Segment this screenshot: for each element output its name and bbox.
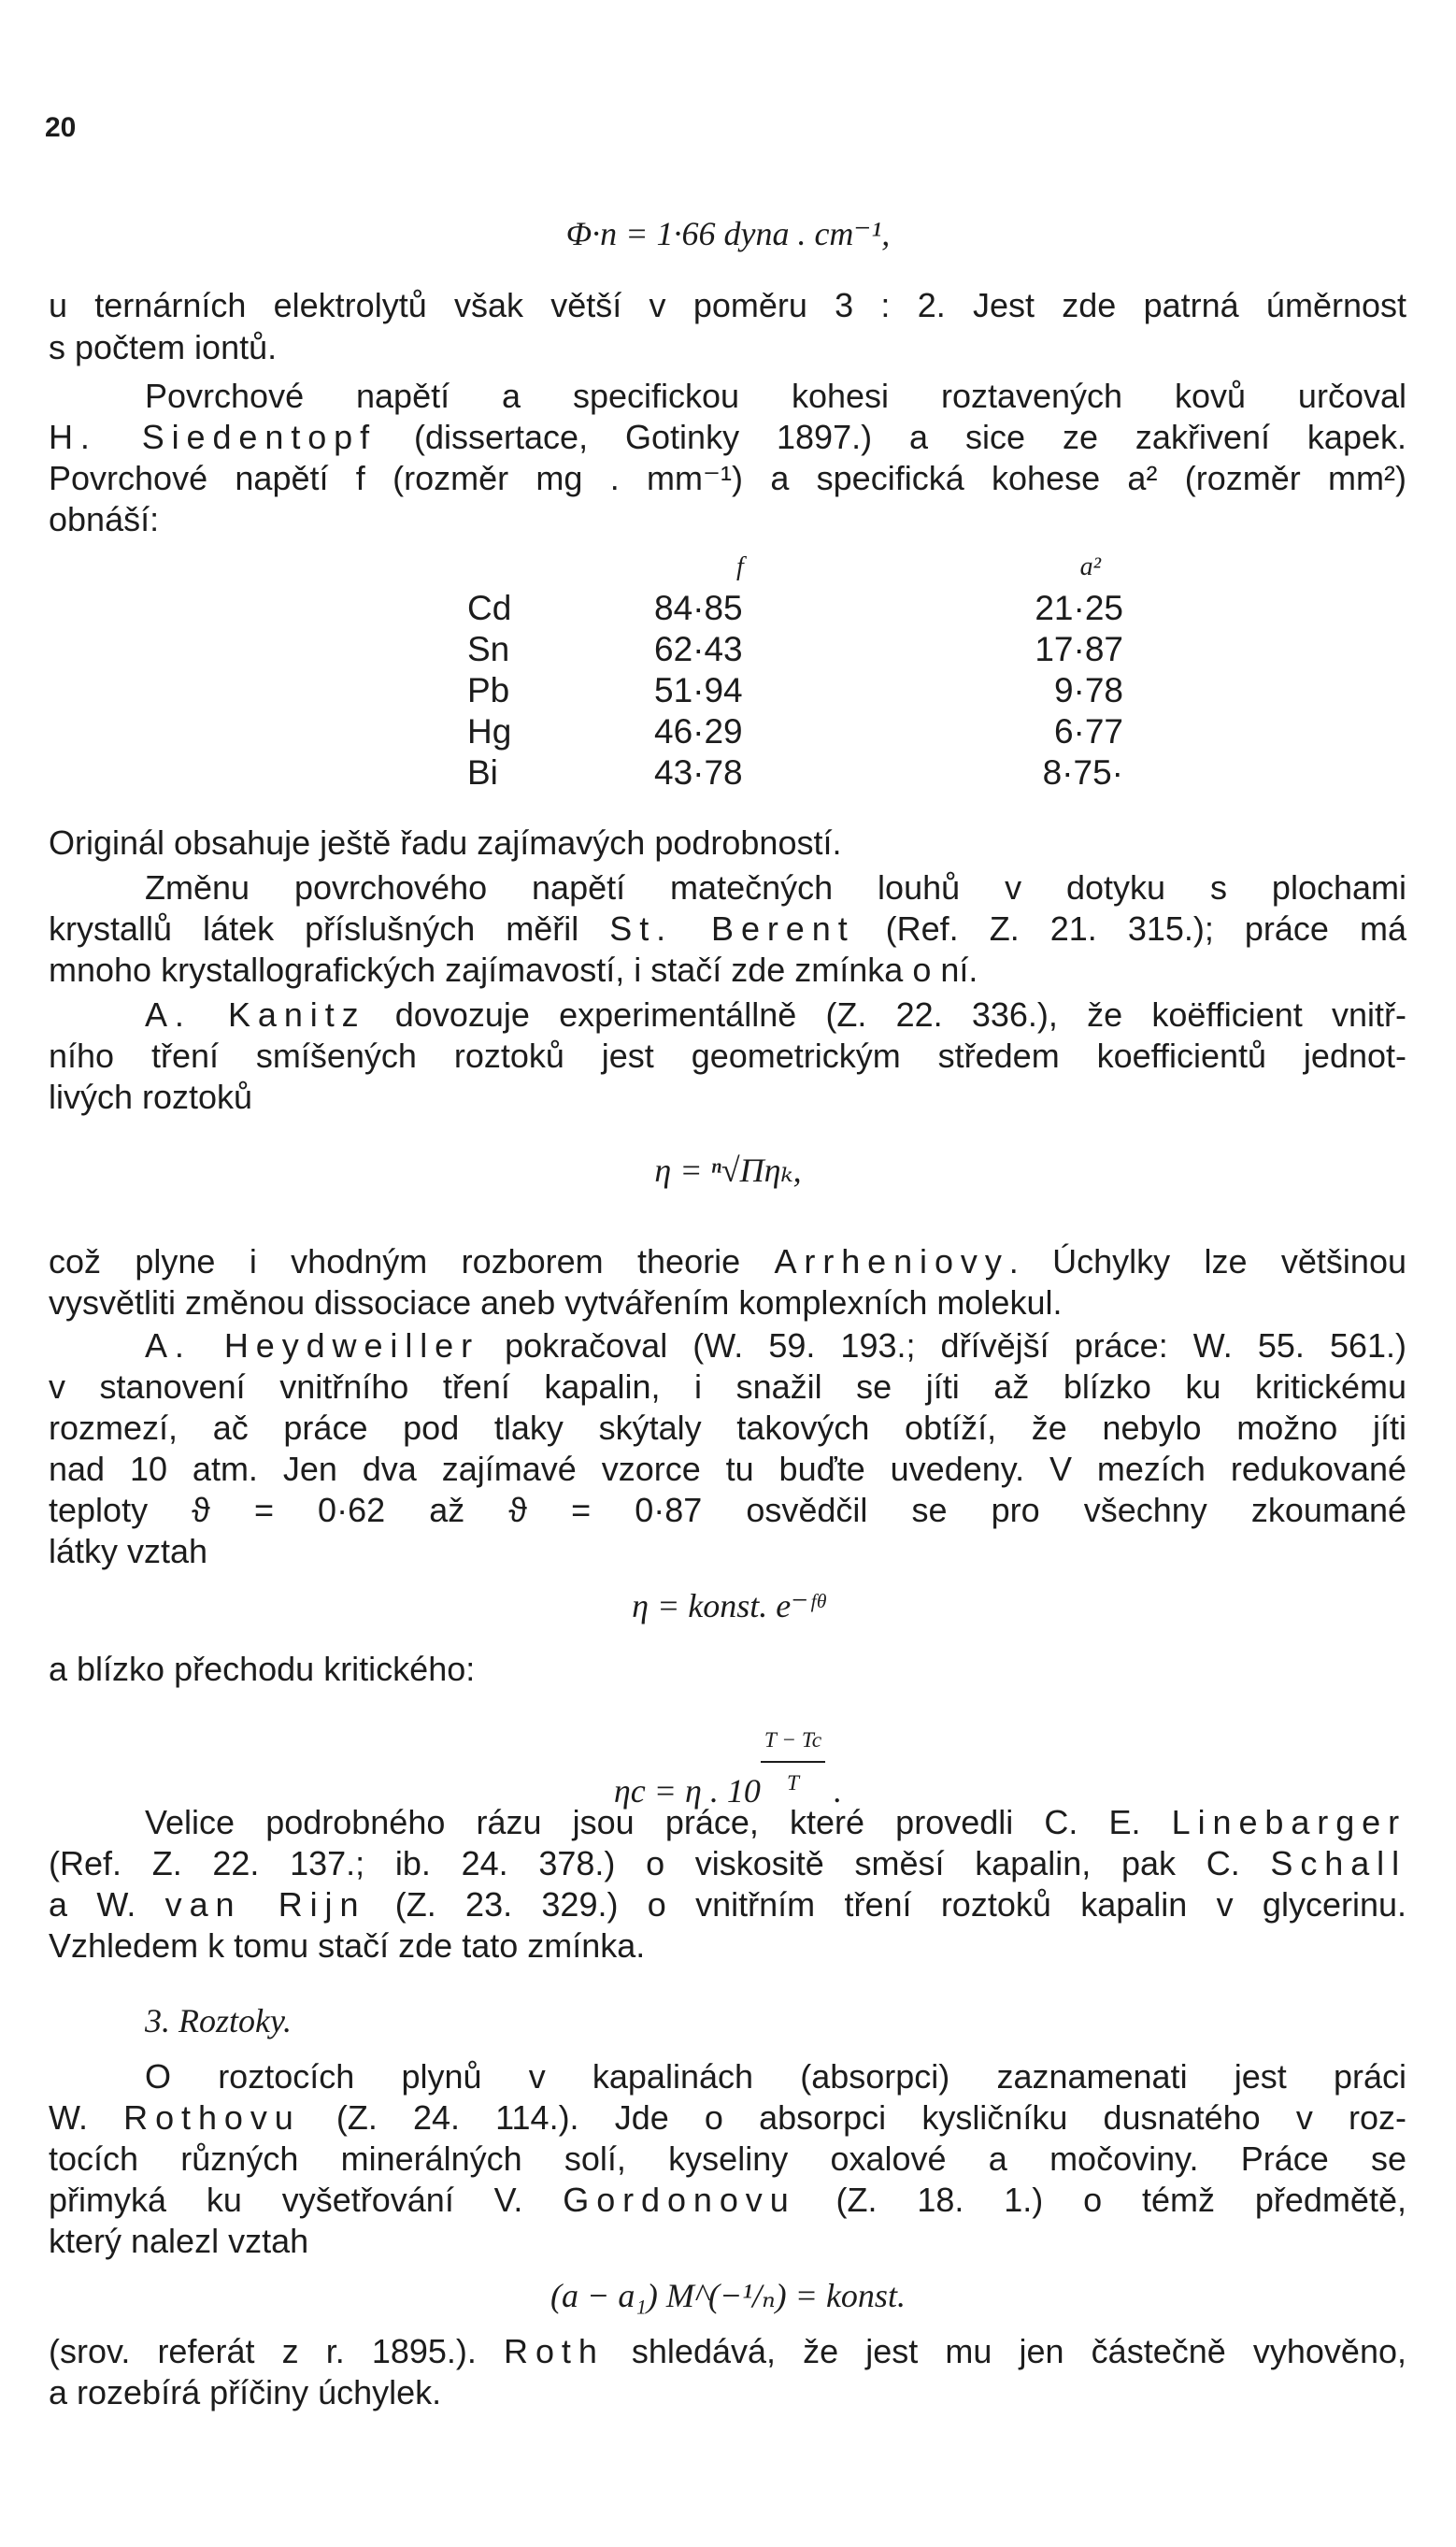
text-line: vysvětliti změnou dissociace aneb vytvářením komplexních molekul. xyxy=(49,1283,1063,1322)
table-header-row xyxy=(467,547,1123,588)
section-heading: 3. Roztoky. xyxy=(145,2002,292,2039)
text-line: O roztocích plynů v kapalinách (absorpci) zaznamenati jest práci xyxy=(145,2057,1406,2096)
table-cell: Bi xyxy=(467,753,498,792)
text-line: v stanovení vnitřního tření kapalin, i snažil se jíti až blízko ku kritickému xyxy=(49,1367,1406,1406)
text-line: u ternárních elektrolytů však větší v poměru 3 : 2. Jest zde patrná úměrnost xyxy=(49,286,1406,324)
text-line: H. Siedentopf (dissertace, Gotinky 1897.) a sice ze zakřivení kapek. xyxy=(49,418,1406,456)
formula-critical: ηc = η . 10 $\frac{T - Tc}{T}$ . xyxy=(0,1720,1456,1811)
formula-absorption: (a − a₁) M^(−¹/ₙ) = konst. xyxy=(550,2277,906,2314)
table-cell: Pb xyxy=(467,671,510,709)
formula-fraction: $\frac{T - Tc}{T}$ xyxy=(761,1720,825,1804)
author-name: Arrheniovy xyxy=(774,1242,1009,1281)
text-line: ního tření smíšených roztoků jest geometrickým středem koefficientů jednot- xyxy=(49,1037,1406,1075)
formula-viscosity: η = konst. e⁻ᶠᶿ xyxy=(632,1587,824,1624)
text-line: nad 10 atm. Jen dva zajímavé vzorce tu buďte uvedeny. V mezích redukované xyxy=(49,1450,1406,1488)
text-line: W. Rothovu (Z. 24. 114.). Jde o absorpci kysličníku dusnatého v roz- xyxy=(49,2098,1406,2137)
table-header-cell xyxy=(467,547,654,588)
author-name: Schall xyxy=(1270,1844,1406,1882)
table-row xyxy=(467,629,1123,670)
author-name: Gordonovu xyxy=(563,2181,796,2219)
text-line: teploty ϑ = 0·62 až ϑ = 0·87 osvědčil se pro všechny zkoumané xyxy=(49,1491,1406,1529)
text-line: (srov. referát z r. 1895.). Roth shledává, že jest mu jen částečně vyhověno, xyxy=(49,2332,1406,2370)
text-line: který nalezl vztah xyxy=(49,2222,309,2260)
author-name: A. Kanitz xyxy=(145,995,366,1034)
text-line: přimyká ku vyšetřování V. Gordonovu (Z. 18. 1.) o témž předmětě, xyxy=(49,2181,1406,2219)
table-cell: 43·78 xyxy=(654,753,743,792)
table-cell: Hg xyxy=(467,712,512,751)
text-line: tocích různých minerálných solí, kyseliny oxalové a močoviny. Práce se xyxy=(49,2139,1406,2178)
table-cell: 21·25 xyxy=(1035,589,1123,627)
text-line: což plyne i vhodným rozborem theorie Arrheniovy. Úchylky lze většinou xyxy=(49,1242,1406,1281)
table-cell: Sn xyxy=(467,630,510,668)
page-number: 20 xyxy=(45,112,77,143)
formula-geometric-mean: η = ⁿ√Πηₖ, xyxy=(654,1152,802,1189)
text-line: Velice podrobného rázu jsou práce, které provedli C. E. Linebarger xyxy=(145,1803,1406,1841)
text-line: Vzhledem k tomu stačí zde tato zmínka. xyxy=(49,1926,646,1965)
table-cell: 9·78 xyxy=(1053,671,1123,709)
text-line: krystallů látek příslušných měřil St. Berent (Ref. Z. 21. 315.); práce má xyxy=(49,909,1406,948)
table-cell: 46·29 xyxy=(654,712,743,751)
text-line: a W. van Rijn (Z. 23. 329.) o vnitřním tření roztoků kapalin v glycerinu. xyxy=(49,1885,1406,1924)
text-line: a blízko přechodu kritického: xyxy=(49,1650,476,1688)
table-row xyxy=(467,670,1123,711)
formula-surface-tension: Φ·n = 1·66 dyna . cm⁻¹, xyxy=(565,215,891,252)
table-cell: 51·94 xyxy=(654,671,743,709)
metals-table xyxy=(467,547,1123,794)
text-line: rozmezí, ač práce pod tlaky skýtaly takových obtíží, že nebylo možno jíti xyxy=(49,1409,1406,1447)
table-cell: 8·75· xyxy=(1042,753,1123,792)
text-line: Změnu povrchového napětí matečných louhů v dotyku s plochami xyxy=(145,868,1406,907)
table-cell: 84·85 xyxy=(654,589,743,627)
text-line: s počtem iontů. xyxy=(49,328,278,366)
author-name: Rothovu xyxy=(123,2098,301,2137)
table-row xyxy=(467,752,1123,794)
text-line: A. Heydweiller pokračoval (W. 59. 193.; dřívější práce: W. 55. 561.) xyxy=(145,1326,1406,1365)
text-line: a rozebírá příčiny úchylek. xyxy=(49,2373,442,2411)
text-line: Povrchové napětí a specifickou kohesi roztavených kovů určoval xyxy=(145,377,1406,415)
table-cell: 6·77 xyxy=(1053,712,1123,751)
table-cell: Cd xyxy=(467,589,512,627)
table-header-cell: f xyxy=(736,552,744,581)
table-row xyxy=(467,588,1123,629)
text-line: A. Kanitz dovozuje experimentállně (Z. 22. 336.), že koëfficient vnitř- xyxy=(145,995,1406,1034)
author-name: A. Heydweiller xyxy=(145,1326,480,1365)
text-line: livých roztoků xyxy=(49,1078,253,1116)
author-name: van Rijn xyxy=(164,1885,366,1924)
table-cell: 17·87 xyxy=(1035,630,1123,668)
text-line: (Ref. Z. 22. 137.; ib. 24. 378.) o viskositě směsí kapalin, pak C. Schall xyxy=(49,1844,1406,1882)
text-line: obnáší: xyxy=(49,500,160,538)
table-header-cell: a² xyxy=(1079,552,1101,581)
author-name: Linebarger xyxy=(1171,1803,1406,1841)
author-name: St. Berent xyxy=(609,909,855,948)
table-row xyxy=(467,711,1123,752)
text-line: látky vztah xyxy=(49,1532,208,1570)
text-line: Originál obsahuje ještě řadu zajímavých podrobností. xyxy=(49,823,842,862)
text-line: mnoho krystallografických zajímavostí, i stačí zde zmínka o ní. xyxy=(49,951,978,989)
text-line: Povrchové napětí f (rozměr mg . mm⁻¹) a specifická kohese a² (rozměr mm²) xyxy=(49,459,1406,497)
author-name: Roth xyxy=(504,2332,605,2370)
author-name: H. Siedentopf xyxy=(49,418,378,456)
table-cell: 62·43 xyxy=(654,630,743,668)
